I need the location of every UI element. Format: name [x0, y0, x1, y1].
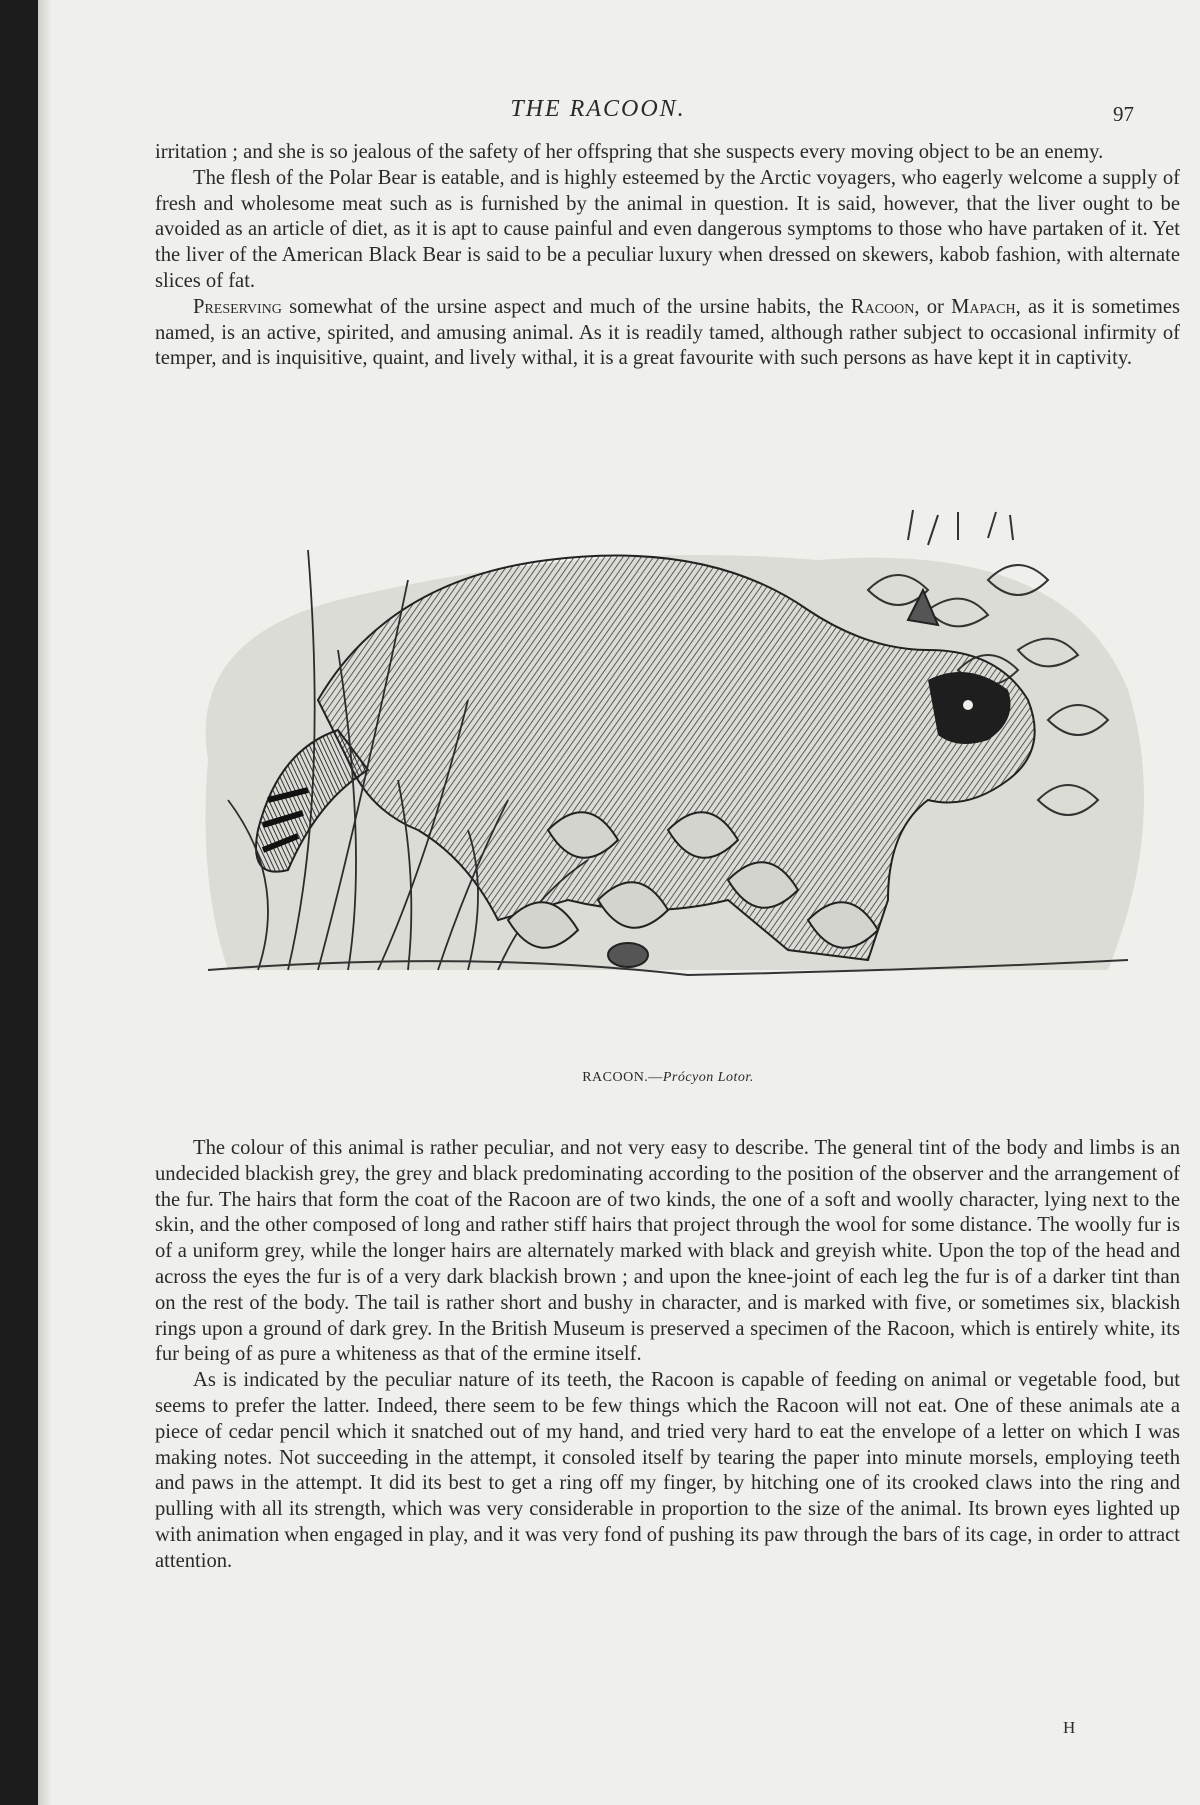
running-title: THE RACOON. — [510, 96, 686, 122]
page-header — [38, 96, 1200, 126]
text-run: , as it is sometimes named, is an active, spirited, and amusing animal. As it is readily tamed, although rather subject to occasional infirmity of temper, and is inquisitive, quaint, and lively withal, it is a great favourite with such persons as have kept it in captivity. — [155, 295, 1180, 370]
text-run: somewhat of the ursine aspect and much of the ursine habits, the — [281, 295, 851, 318]
term-mapach: Mapach — [951, 295, 1016, 318]
paragraph-racoon-intro — [155, 295, 1180, 372]
caption-title: RACOON.— — [582, 1070, 663, 1085]
text-block-bottom — [155, 1136, 1180, 1575]
caption-latin-name: Prócyon Lotor. — [662, 1070, 754, 1085]
figure-caption — [168, 1070, 1168, 1086]
lead-word: Preserving — [193, 295, 282, 318]
term-racoon: Racoon — [850, 295, 915, 318]
paragraph-racoon-diet: As is indicated by the peculiar nature of its teeth, the Racoon is capable of feeding on animal or vegetable food, but seems to prefer the latter. Indeed, there seem to be few things which the Racoon will not eat. One of these animals ate a piece of cedar pencil which it snatched out of my hand, and tried very hard to eat the envelope of a letter on which I was making notes. Not succeeding in the attempt, it consoled itself by tearing the paper into minute morsels, employing teeth and paws in the attempt. It did its best to get a ring off my finger, by hitching one of its crooked claws into the ring and pulling with all its strength, which was very considerable in proportion to the size of the animal. Its brown eyes lighted up with animation when engaged in play, and it was very fond of pushing its paw through the bars of its cage, in order to attract attention. — [155, 1369, 1180, 1572]
signature-mark: H — [1063, 1718, 1076, 1737]
text-block-top — [155, 140, 1180, 372]
text-run: , or — [914, 295, 952, 318]
racoon-engraving-illustration — [168, 500, 1168, 1060]
paragraph-polar-bear-flesh: The flesh of the Polar Bear is eatable, and is highly esteemed by the Arctic voyagers, who eagerly welcome a supply of fresh and wholesome meat such as is furnished by the animal in question. It is said, however, that the liver ought to be avoided as an article of diet, as it is apt to cause painful and even dangerous symptoms to those who have partaken of it. Yet the liver of the American Black Bear is said to be a peculiar luxury when dressed on skewers, kabob fashion, with alternate slices of fat. — [155, 166, 1180, 292]
racoon-engraving-figure — [168, 500, 1168, 1085]
paragraph-racoon-colour: The colour of this animal is rather peculiar, and not very easy to describe. The general tint of the body and limbs is an undecided blackish grey, the grey and black predominating according to the position of the observer and the arrangement of the fur. The hairs that form the coat of the Racoon are of two kinds, the one of a soft and woolly character, lying next to the skin, and the other composed of long and rather stiff hairs that project through the wool for some distance. The woolly fur is of a uniform grey, while the longer hairs are alternately marked with black and greyish white. Upon the top of the head and across the eyes the fur is of a very dark blackish brown ; and upon the knee-joint of each leg the fur is of a darker tint than on the rest of the body. The tail is rather short and bushy in character, and is marked with five, or sometimes six, blackish rings upon a ground of dark grey. In the British Museum is preserved a specimen of the Racoon, which is entirely white, its fur being of as pure a whiteness as that of the ermine itself. — [155, 1137, 1180, 1366]
paragraph-continued: irritation ; and she is so jealous of the safety of her offspring that she suspects every moving object to be an enemy. — [155, 141, 1104, 163]
page-number: 97 — [1113, 102, 1134, 126]
book-page — [38, 0, 1200, 1805]
